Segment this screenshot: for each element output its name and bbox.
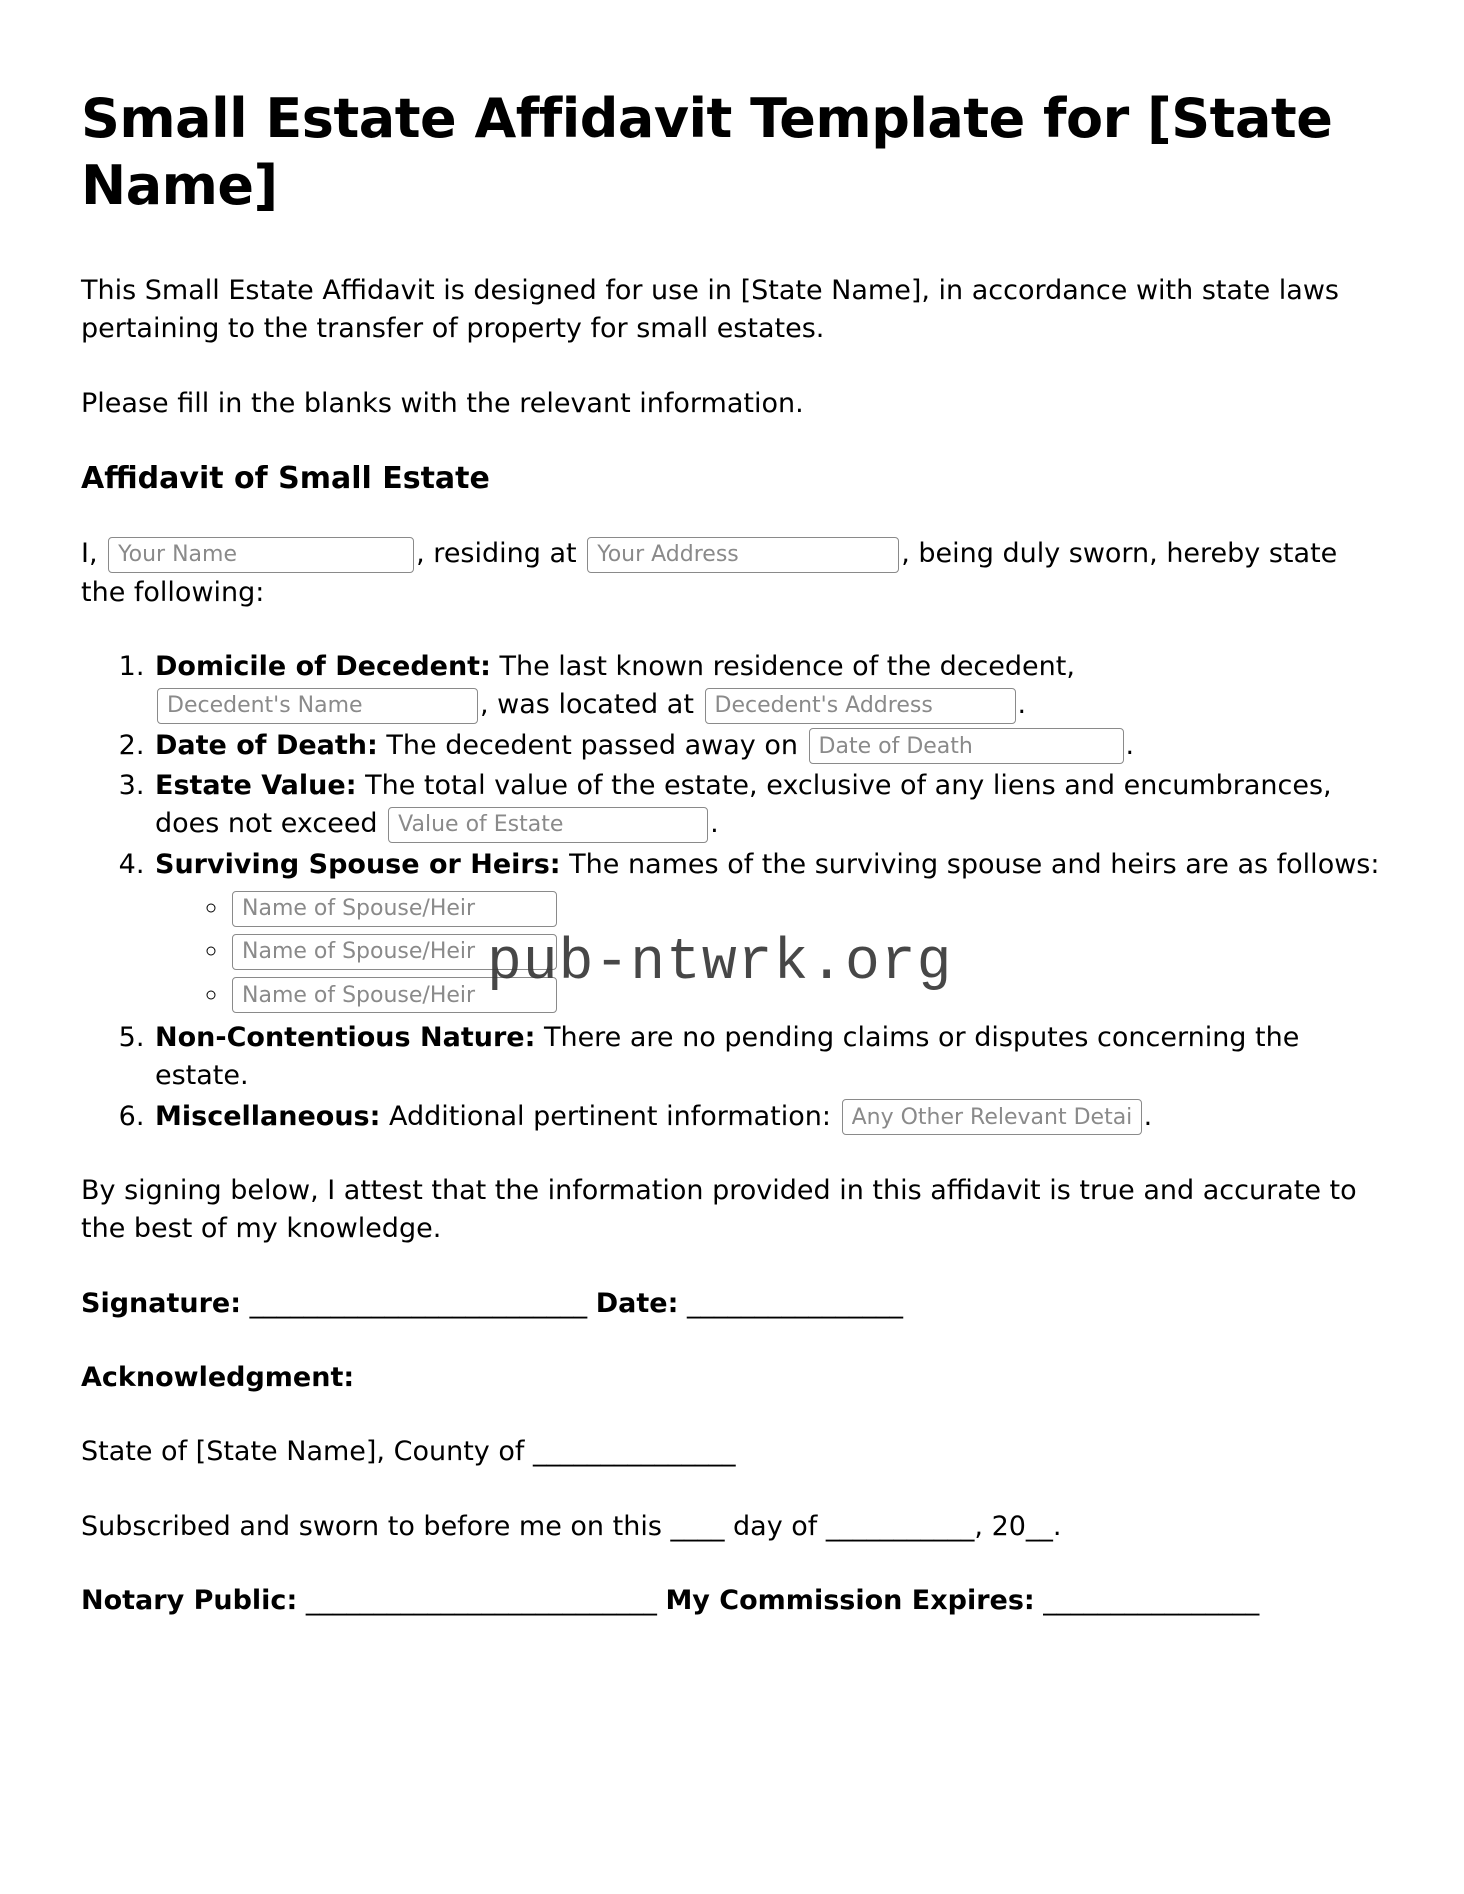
list-item-domicile bbox=[153, 648, 1384, 725]
list-item-heirs bbox=[153, 846, 1384, 1014]
date-of-death-label: Date of Death: bbox=[155, 729, 378, 761]
heirs-label: Surviving Spouse or Heirs: bbox=[155, 848, 561, 880]
estate-value-text: The total value of the estate, exclusive of any liens and encumbrances, does not exceed bbox=[155, 770, 1332, 840]
signature-row bbox=[81, 1285, 1384, 1323]
instruction-paragraph: Please fill in the blanks with the relevant information. bbox=[81, 387, 804, 419]
heir-list-item-3 bbox=[230, 976, 1384, 1014]
list-item-non-contentious bbox=[153, 1019, 1384, 1096]
miscellaneous-text-2: . bbox=[1143, 1100, 1153, 1132]
heir-name-input-1[interactable] bbox=[232, 891, 557, 927]
opening-mid-text: , residing at bbox=[416, 538, 586, 570]
notary-label: Notary Public: bbox=[81, 1584, 298, 1616]
date-of-death-input[interactable] bbox=[809, 728, 1124, 764]
list-item-miscellaneous bbox=[153, 1098, 1384, 1136]
signature-line: _________________________ bbox=[249, 1287, 588, 1319]
state-county-line: State of [State Name], County of _______________ bbox=[81, 1436, 736, 1468]
heir-name-input-2[interactable] bbox=[232, 934, 557, 970]
domicile-text-2: , was located at bbox=[480, 689, 703, 721]
acknowledgment-label: Acknowledgment: bbox=[81, 1361, 355, 1393]
list-item-date-of-death bbox=[153, 727, 1384, 765]
intro-paragraph: This Small Estate Affidavit is designed for use in [State Name], in accordance with state laws pertaining to the transfer of property for small estates. bbox=[81, 274, 1339, 345]
watermark: pub-ntwrk.org bbox=[487, 931, 953, 996]
domicile-text-3: . bbox=[1017, 689, 1027, 721]
misc-details-input[interactable] bbox=[842, 1099, 1142, 1135]
heir-list-item-2 bbox=[230, 932, 1384, 970]
acknowledgment-heading bbox=[81, 1359, 1384, 1397]
miscellaneous-text: Additional pertinent information: bbox=[380, 1100, 840, 1132]
commission-line: ________________ bbox=[1043, 1584, 1260, 1616]
heirs-text: The names of the surviving spouse and heirs are as follows: bbox=[560, 848, 1380, 880]
non-contentious-text: There are no pending claims or disputes concerning the estate. bbox=[155, 1022, 1300, 1092]
opening-pre-text: I, bbox=[81, 538, 107, 570]
list-item-estate-value bbox=[153, 767, 1384, 844]
heir-name-input-3[interactable] bbox=[232, 977, 557, 1013]
opening-statement bbox=[81, 535, 1384, 612]
sworn-statement-line: Subscribed and sworn to before me on this ____ day of ___________, 20__. bbox=[81, 1510, 1062, 1542]
heirs-list bbox=[155, 889, 1384, 1014]
date-of-death-text-2: . bbox=[1125, 729, 1135, 761]
decedent-address-input[interactable] bbox=[705, 688, 1016, 724]
date-line: ________________ bbox=[686, 1287, 903, 1319]
notary-row bbox=[81, 1582, 1384, 1620]
decedent-name-input[interactable] bbox=[157, 688, 478, 724]
estate-value-text-2: . bbox=[710, 808, 719, 840]
opening-post-text: , being duly sworn, hereby state the following: bbox=[81, 538, 1338, 608]
attestation-paragraph: By signing below, I attest that the information provided in this affidavit is true and accurate to the best of my knowledge. bbox=[81, 1174, 1357, 1245]
affidavit-items-list bbox=[81, 648, 1384, 1136]
estate-value-label: Estate Value: bbox=[155, 770, 357, 802]
estate-value-input[interactable] bbox=[388, 807, 708, 843]
commission-label: My Commission Expires: bbox=[665, 1584, 1035, 1616]
your-name-input[interactable] bbox=[108, 537, 414, 573]
page-title: Small Estate Affidavit Template for [State Name] bbox=[81, 87, 1333, 217]
notary-line: __________________________ bbox=[305, 1584, 657, 1616]
affidavit-heading: Affidavit of Small Estate bbox=[81, 460, 490, 496]
date-label: Date: bbox=[595, 1287, 679, 1319]
your-address-input[interactable] bbox=[587, 537, 899, 573]
miscellaneous-label: Miscellaneous: bbox=[155, 1100, 381, 1132]
heir-list-item-1 bbox=[230, 889, 1384, 927]
signature-label: Signature: bbox=[81, 1287, 242, 1319]
non-contentious-label: Non-Contentious Nature: bbox=[155, 1022, 536, 1053]
domicile-text: The last known residence of the decedent, bbox=[490, 651, 1075, 683]
date-of-death-text: The decedent passed away on bbox=[377, 729, 807, 761]
domicile-label: Domicile of Decedent: bbox=[155, 651, 491, 683]
